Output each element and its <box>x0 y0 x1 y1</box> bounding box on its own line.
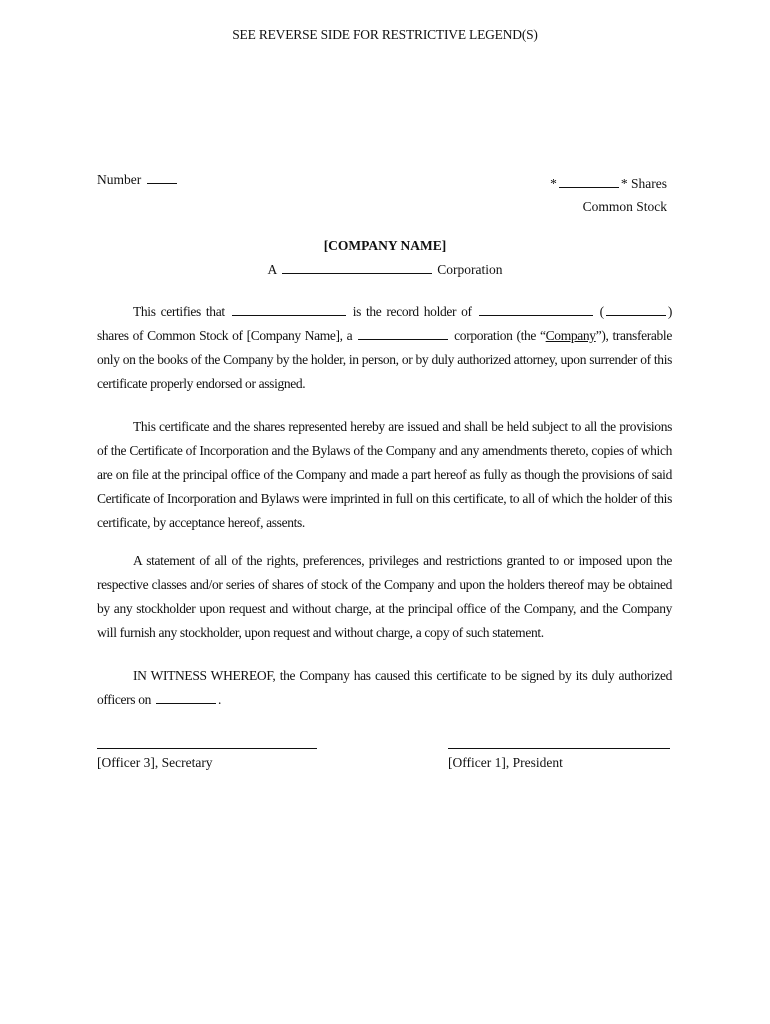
p2-text: This certificate and the shares represented hereby are issued and shall be held subject to all the provisions of the Certificate of Incorporation and the Bylaws of the Company and any amendments thereto, copies of which are on file at the principal office of the Company and made a part hereof as fully as though the provisions of said Certificate of Incorporation and Bylaws were imprinted in full on this certificate, to all of which the holder of this certificate, by acceptance hereof, assents. <box>97 419 672 530</box>
corp-suffix: Corporation <box>437 262 503 277</box>
corp-prefix: A <box>267 262 277 277</box>
shares-line: * * Shares <box>550 176 667 191</box>
p1-text-e: corporation (the “ <box>454 328 546 343</box>
p1-text-f: ”), transferable only on the books of the Company by the holder, in person, or by duly authorized attorney, upon surrender of this certificate properly endorsed or assigned. <box>97 328 672 391</box>
number-label: Number <box>97 172 142 187</box>
p1-text-b: is the record holder of <box>352 304 472 319</box>
certificate-number <box>97 172 179 188</box>
shares-blank[interactable] <box>559 186 619 188</box>
date-blank[interactable] <box>156 702 216 704</box>
rights-statement-paragraph <box>97 549 672 645</box>
p1-text-c: ) shares of <box>97 304 672 343</box>
stock-type: Common Stock <box>582 199 667 214</box>
p1-text-a: This certifies that <box>133 304 225 319</box>
corporation-line <box>0 262 770 278</box>
p3-text: A statement of all of the rights, preferences, privileges and restrictions granted to or imposed upon the respective classes and/or series of shares of stock of the Company and upon the holders thereof may be obtained by any stockholder upon request and without charge, at the principal office of the Company, and the Company will furnish any stockholder, upon request and without charge, a copy of such statement. <box>97 553 672 640</box>
state-blank[interactable] <box>282 272 432 274</box>
shares-block <box>550 172 667 218</box>
share-words-blank[interactable] <box>479 314 593 316</box>
p1-text-d: Common Stock of [Company Name], a <box>147 328 353 343</box>
company-defined-term: Company <box>545 328 596 343</box>
jurisdiction-blank[interactable] <box>358 338 448 340</box>
secretary-signature-line[interactable] <box>97 748 317 749</box>
provisions-paragraph <box>97 415 672 535</box>
shares-label: Shares <box>631 176 667 191</box>
certification-paragraph: This certifies that is the record holder of ( ) shares of Common Stock of [Company Name], a corporation (the “Company”), transferable only on the books of the Company by the holder, in person, or by duly authorized attorney, upon surrender of this certificate properly endorsed or assigned. <box>97 304 672 391</box>
company-name-title: [COMPANY NAME] <box>323 238 447 253</box>
president-signature-label: [Officer 1], President <box>448 755 563 770</box>
restrictive-legend-header: SEE REVERSE SIDE FOR RESTRICTIVE LEGEND(S) <box>232 27 538 42</box>
share-count-blank[interactable] <box>606 314 666 316</box>
number-blank[interactable] <box>147 182 177 184</box>
secretary-signature-label: [Officer 3], Secretary <box>97 755 213 770</box>
holder-name-blank[interactable] <box>232 314 346 316</box>
p4-text: IN WITNESS WHEREOF, the Company has caused this certificate to be signed by its duly authorized officers on <box>97 668 672 707</box>
president-signature-line[interactable] <box>448 748 670 749</box>
witness-paragraph: IN WITNESS WHEREOF, the Company has caused this certificate to be signed by its duly authorized officers on . <box>97 668 672 707</box>
